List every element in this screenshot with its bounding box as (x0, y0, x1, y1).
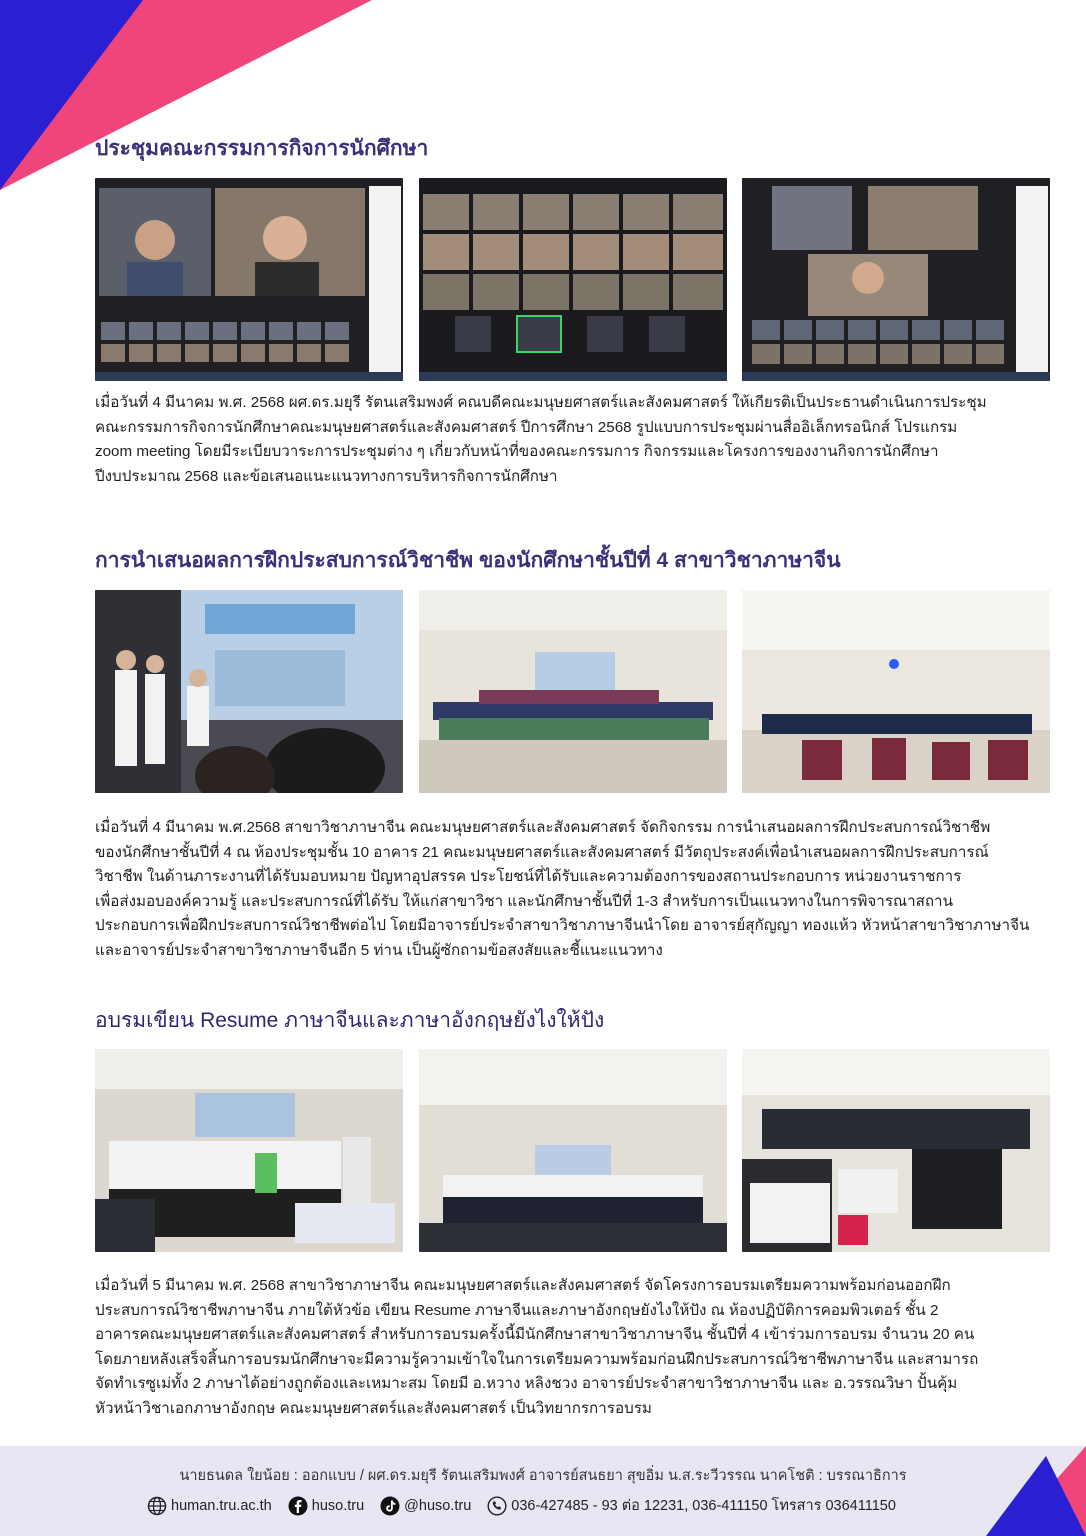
website-text: human.tru.ac.th (171, 1497, 272, 1514)
computer-lab-group-photo (95, 1049, 403, 1252)
website-contact[interactable] (147, 1496, 272, 1516)
section-paragraph-student-affairs: เมื่อวันที่ 4 มีนาคม พ.ศ. 2568 ผศ.ดร.มยุรี รัตนเสริมพงศ์ คณบดีคณะมนุษยศาสตร์และสังคมศาสตร์ ให้เกียรติเป็นประธานดำเนินการประชุม คณะกรรมการกิจการนักศึกษาคณะมนุษยศาสตร์และสังคมศาสตร์ ปีการศึกษา 2568 รูปแบบการประชุมผ่านสื่ออิเล็กทรอนิกส์ โปรแกรม zoom meeting โดยมีระเบียบวาระการประชุมต่าง ๆ เกี่ยวกับหน้าที่ของคณะกรรมการ กิจกรรมและโครงการของงานกิจการนักศึกษา ปีงบประมาณ 2568 และข้อเสนอแนะแนวทางการบริหารกิจการนักศึกษา (95, 394, 987, 485)
photo-row-meeting (95, 178, 1050, 381)
phone-contact[interactable] (487, 1494, 896, 1517)
zoom-meeting-photo-2 (419, 178, 727, 381)
facebook-text: huso.tru (311, 1497, 365, 1514)
section-title-resume-training: อบรมเขียน Resume ภาษาจีนและภาษาอังกฤษยังไงให้ปัง (95, 1009, 605, 1032)
zoom-meeting-photo-3 (742, 178, 1050, 381)
phone-text: 036-427485 - 93 ต่อ 12231, 036-411150 โทรสาร 036411150 (511, 1498, 896, 1514)
globe-icon (147, 1496, 167, 1516)
photo-row-presentation (95, 590, 1050, 793)
footer-corner-decoration (966, 1446, 1086, 1536)
section-title-student-affairs: ประชุมคณะกรรมการกิจการนักศึกษา (95, 137, 429, 160)
tiktok-icon (380, 1496, 400, 1516)
phone-icon (487, 1496, 507, 1516)
section-paragraph-internship-presentation: เมื่อวันที่ 4 มีนาคม พ.ศ.2568 สาขาวิชาภาษาจีน คณะมนุษยศาสตร์และสังคมศาสตร์ จัดกิจกรรม การนำเสนอผลการฝึกประสบการณ์วิชาชีพ ของนักศึกษาชั้นปีที่ 4 ณ ห้องประชุมชั้น 10 อาคาร 21 คณะมนุษยศาสตร์และสังคมศาสตร์ มีวัตถุประสงค์เพื่อนำเสนอผลการฝึกประสบการณ์ วิชาชีพ ในด้านภาระงานที่ได้รับมอบหมาย ปัญหาอุปสรรค ประโยชน์ที่ได้รับและความต้องการของสถานประกอบการ หน่วยงานราชการ เพื่อส่งมอบองค์ความรู้ และประสบการณ์ที่ได้รับ ให้แก่สาขาวิชา และนักศึกษาชั้นปีที่ 1-3 สำหรับการเป็นแนวทางในการพิจารณาสถาน ประกอบการเพื่อฝึกประสบการณ์วิชาชีพต่อไป โดยมีอาจารย์ประจำสาขาวิชาภาษาจีนนำโดย อาจารย์สุกัญญา ทองแห้ว หัวหน้าสาขาวิชาภาษาจีน และอาจารย์ประจำสาขาวิชาภาษาจีนอีก 5 ท่าน เป็นผู้ซักถามข้อสงสัยและชี้แนะแนวทาง (95, 819, 1030, 959)
photo-row-resume (95, 1049, 1050, 1252)
page-footer (0, 1446, 1086, 1536)
tiktok-text: @huso.tru (404, 1497, 472, 1514)
presentation-stage-photo (95, 590, 403, 793)
students-computers-photo (742, 1049, 1050, 1252)
auditorium-group-photo (419, 590, 727, 793)
footer-contacts (147, 1494, 896, 1517)
corner-decoration (0, 0, 400, 200)
footer-credits: นายธนดล ใยน้อย : ออกแบบ / ผศ.ดร.มยุรี รัตนเสริมพงศ์ อาจารย์สนธยา สุขอิ่ม น.ส.ระวีวรรณ นาคโชติ : บรรณาธิการ (179, 1468, 907, 1484)
section-paragraph-resume-training: เมื่อวันที่ 5 มีนาคม พ.ศ. 2568 สาขาวิชาภาษาจีน คณะมนุษยศาสตร์และสังคมศาสตร์ จัดโครงการอบรมเตรียมความพร้อมก่อนออกฝึก ประสบการณ์วิชาชีพภาษาจีน ภายใต้หัวข้อ เขียน Resume ภาษาจีนและภาษาอังกฤษยังไงให้ปัง ณ ห้องปฏิบัติการคอมพิวเตอร์ ชั้น 2 อาคารคณะมนุษยศาสตร์และสังคมศาสตร์ สำหรับการอบรมครั้งนี้มีนักศึกษาสาขาวิชาภาษาจีน ชั้นปีที่ 4 เข้าร่วมการอบรม จำนวน 20 คน โดยภายหลังเสร็จสิ้นการอบรมนักศึกษาจะมีความรู้ความเข้าใจในการเตรียมความพร้อมก่อนฝึกประสบการณ์วิชาชีพภาษาจีน และสามารถ จัดทำเรซูเม่ทั้ง 2 ภาษาได้อย่างถูกต้องและเหมาะสม โดยมี อ.หวาง หลิงชวง อาจารย์ประจำสาขาวิชาภาษาจีน และ อ.วรรณวิษา ปั้นคุ้ม หัวหน้าวิชาเอกภาษาอังกฤษ คณะมนุษยศาสตร์และสังคมศาสตร์ เป็นวิทยากรการอบรม (95, 1277, 979, 1417)
front-screen-group-photo (419, 1049, 727, 1252)
section-title-internship-presentation: การนำเสนอผลการฝึกประสบการณ์วิชาชีพ ของนักศึกษาชั้นปีที่ 4 สาขาวิชาภาษาจีน (95, 549, 841, 572)
tiktok-contact[interactable] (380, 1496, 471, 1516)
zoom-meeting-photo-1 (95, 178, 403, 381)
facebook-icon (288, 1496, 308, 1516)
facebook-contact[interactable] (288, 1496, 364, 1516)
hall-students-photo (742, 590, 1050, 793)
